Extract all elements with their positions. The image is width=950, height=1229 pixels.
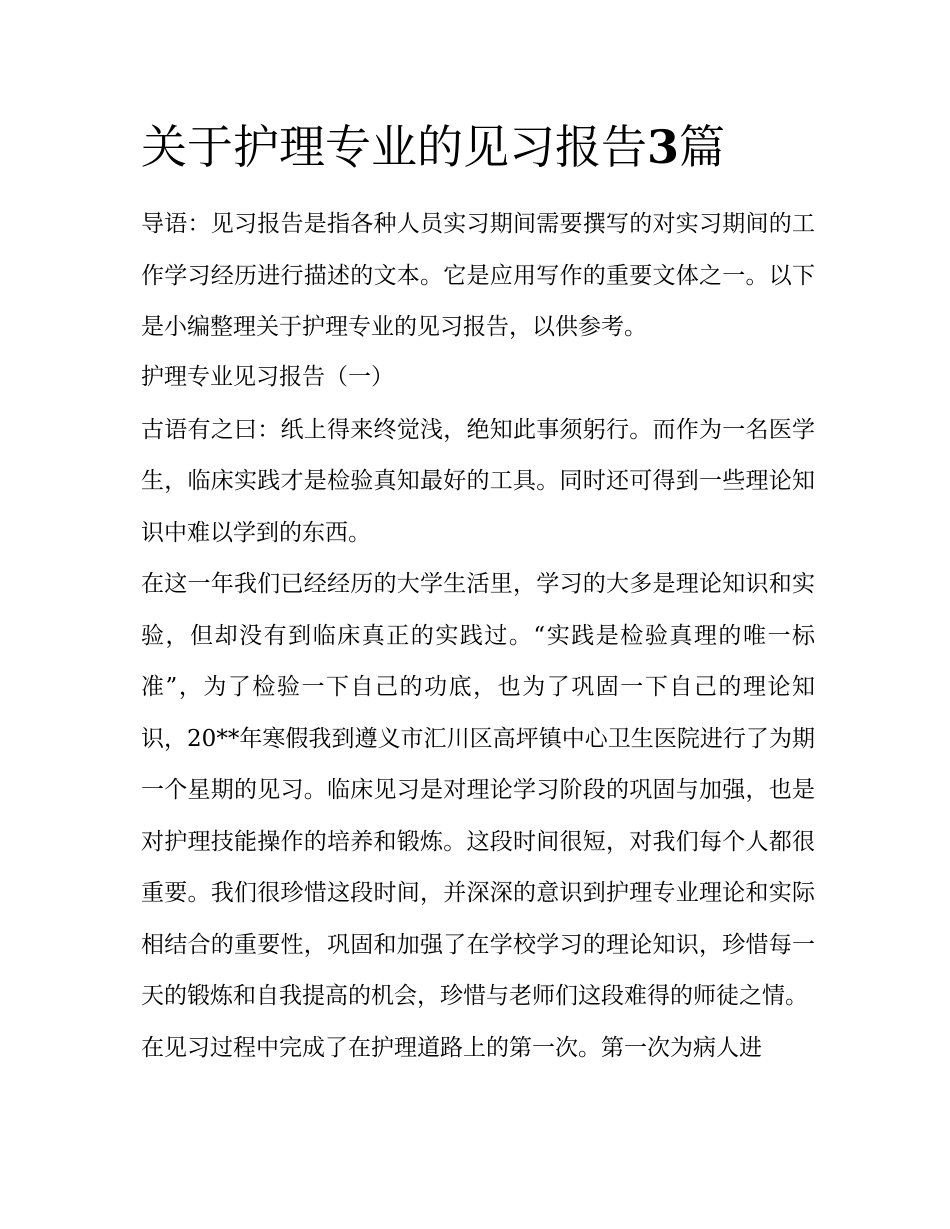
intro-paragraph: 导语：见习报告是指各种人员实习期间需要撰写的对实习期间的工作学习经历进行描述的文本。它是应用写作的重要文体之一。以下是小编整理关于护理专业的见习报告，以供参考。 <box>141 211 815 340</box>
body-paragraph: 在见习过程中完成了在护理道路上的第一次。第一次为病人进 <box>141 1034 762 1061</box>
document-title <box>141 115 841 179</box>
title-suffix: 篇 <box>679 120 726 174</box>
body-paragraph: 在这一年我们已经经历的大学生活里，学习的大多是理论知识和实验，但却没有到临床真正的实践过。“实践是检验真理的唯一标准”，为了检验一下自己的功底，也为了巩固一下自己的理论知识，20**年寒假我到遵义市汇川区高坪镇中心卫生医院进行了为期一个星期的见习。临床见习是对理论学习阶段的巩固与加强，也是对护理技能操作的培养和锻炼。这段时间很短，对我们每个人都很重要。我们很珍惜这段时间，并深深的意识到护理专业理论和实际相结合的重要性，巩固和加强了在学校学习的理论知识，珍惜每一天的锻炼和自我提高的机会，珍惜与老师们这段难得的师徒之情。 <box>141 571 815 1009</box>
body-paragraph: 古语有之曰：纸上得来终觉浅，绝知此事须躬行。而作为一名医学生，临床实践才是检验真知最好的工具。同时还可得到一些理论知识中难以学到的东西。 <box>141 416 815 546</box>
section-heading: 护理专业见习报告（一） <box>141 363 394 390</box>
document-body <box>141 199 815 1074</box>
title-number: 3 <box>647 120 680 174</box>
title-text: 关于护理专业的见习报告 <box>141 120 647 174</box>
